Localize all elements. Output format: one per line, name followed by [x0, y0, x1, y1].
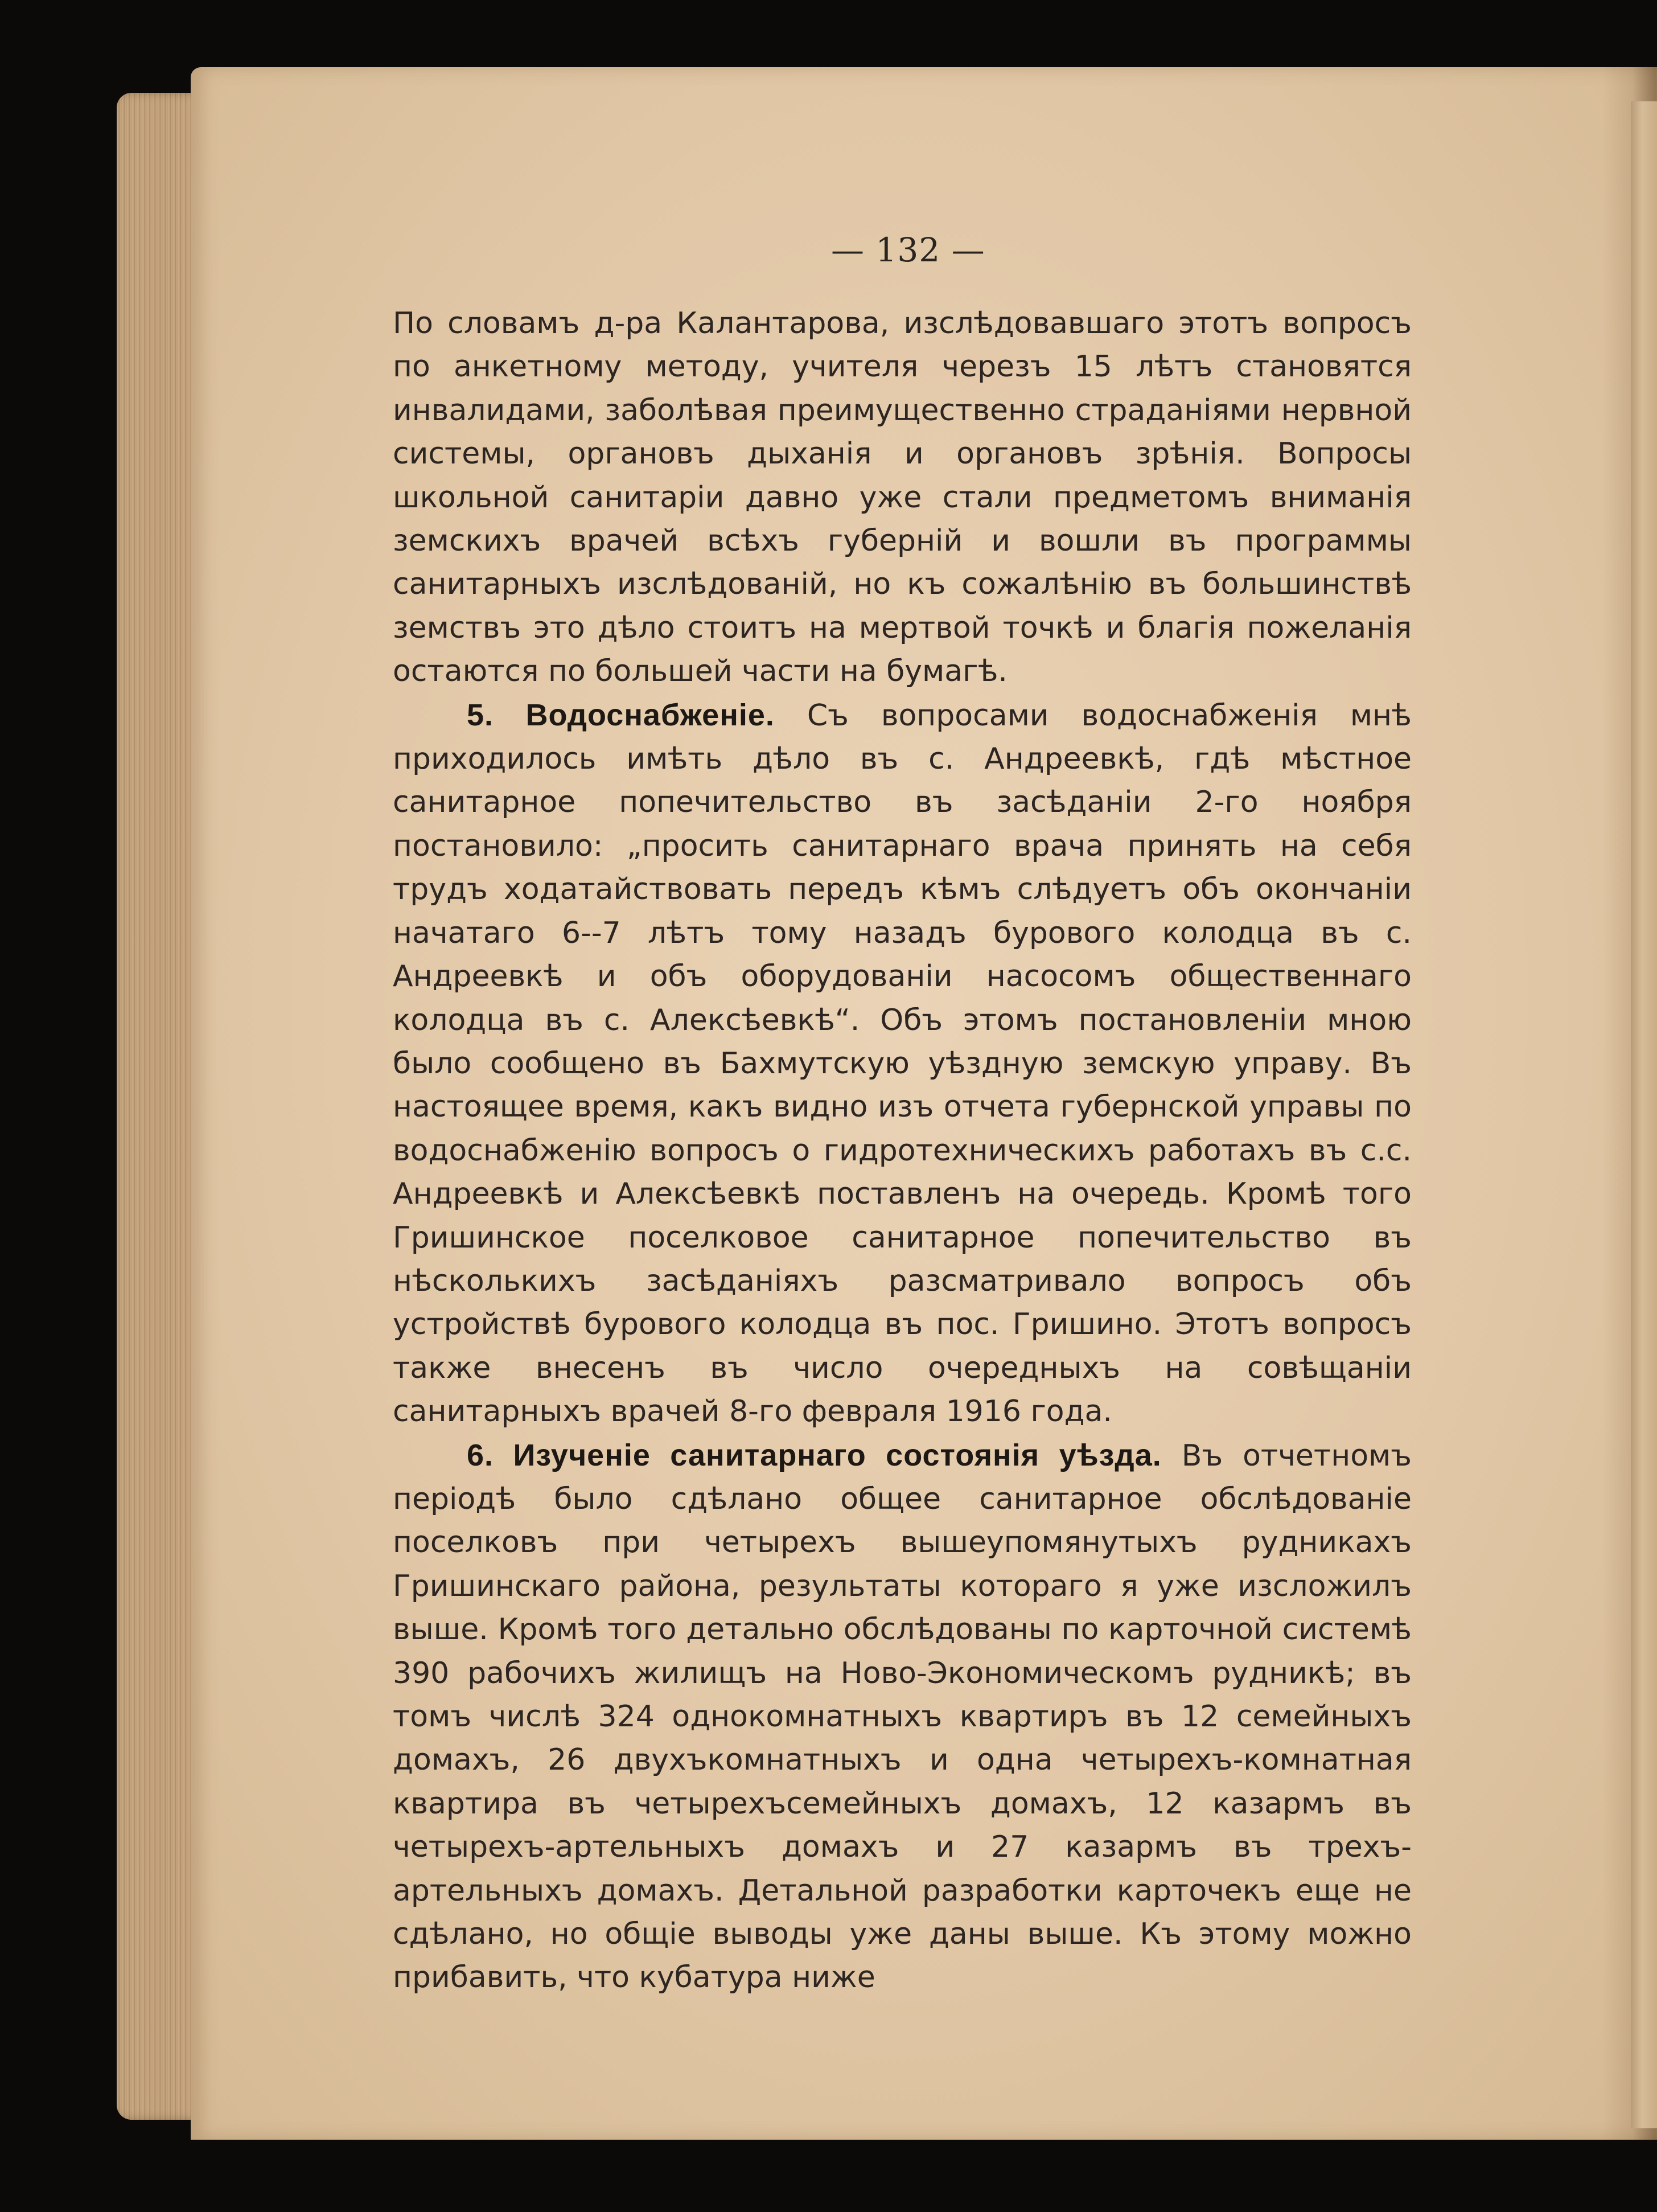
page-body	[393, 302, 1412, 2000]
page-number: — 132 —	[831, 231, 985, 269]
section-heading: 6. Изученіе санитарнаго состоянія уѣзда.	[467, 1438, 1162, 1472]
facing-page-edge	[1631, 101, 1657, 2128]
paragraph-school-sanitation	[393, 302, 1412, 693]
section-heading: 5. Водоснабженіе.	[467, 697, 775, 732]
paragraph-water-supply	[393, 693, 1412, 1434]
paragraph-text: По словамъ д-ра Калантарова, изслѣдовавшаго этотъ вопросъ по анкетному методу, учителя черезъ 15 лѣтъ становятся инвалидами, заболѣвая преимущественно страданіями нервной системы, органовъ дыханія и органовъ зрѣнія. Вопросы школьной санитаріи давно уже стали предметомъ вниманія земскихъ врачей всѣхъ губерній и вошли въ программы санитарныхъ изслѣдованій, но къ сожалѣнію въ большинствѣ земствъ это дѣло стоитъ на мертвой точкѣ и благія пожеланія остаются по большей части на бумагѣ.	[393, 306, 1412, 689]
paragraph-text: Въ отчетномъ періодѣ было сдѣлано общее санитарное обслѣдованіе поселковъ при четырехъ вышеупомянутыхъ рудникахъ Гришинскаго района, результаты котораго я уже изсложилъ выше. Кромѣ того детально обслѣдованы по карточной системѣ 390 рабочихъ жилищъ на Ново-Экономическомъ рудникѣ; въ томъ числѣ 324 однокомнатныхъ квартиръ въ 12 семейныхъ домахъ, 26 двухъкомнатныхъ и одна четырехъ-комнатная квартира въ четырехъсемейныхъ домахъ, 12 казармъ въ четырехъ-артельныхъ домахъ и 27 казармъ въ трехъ-артельныхъ домахъ. Детальной разработки карточекъ еще не сдѣлано, но общіе выводы уже даны выше. Къ этому можно прибавить, что кубатура ниже	[393, 1438, 1412, 1995]
paragraph-sanitary-study	[393, 1434, 1412, 2000]
paragraph-text: Съ вопросами водоснабженія мнѣ приходилось имѣть дѣло въ с. Андреевкѣ, гдѣ мѣстное санитарное попечительство въ засѣданіи 2-го ноября постановило: „просить санитарнаго врача принять на себя трудъ ходатайствовать передъ кѣмъ слѣдуетъ объ окончаніи начатаго 6--7 лѣтъ тому назадъ бурового колодца въ с. Андреевкѣ и объ оборудованіи насосомъ общественнаго колодца въ с. Алексѣевкѣ“. Объ этомъ постановленіи мною было сообщено въ Бахмутскую уѣздную земскую управу. Въ настоящее время, какъ видно изъ отчета губернской управы по водоснабженію вопросъ о гидротехническихъ работахъ въ с.с. Андреевкѣ и Алексѣевкѣ поставленъ на очередь. Кромѣ того Гришинское поселковое санитарное попечительство въ нѣсколькихъ засѣданіяхъ разсматривало вопросъ объ устройствѣ бурового колодца въ пос. Гришино. Этотъ вопросъ также внесенъ въ число очередныхъ на совѣщаніи санитарныхъ врачей 8-го февраля 1916 года.	[393, 698, 1412, 1429]
